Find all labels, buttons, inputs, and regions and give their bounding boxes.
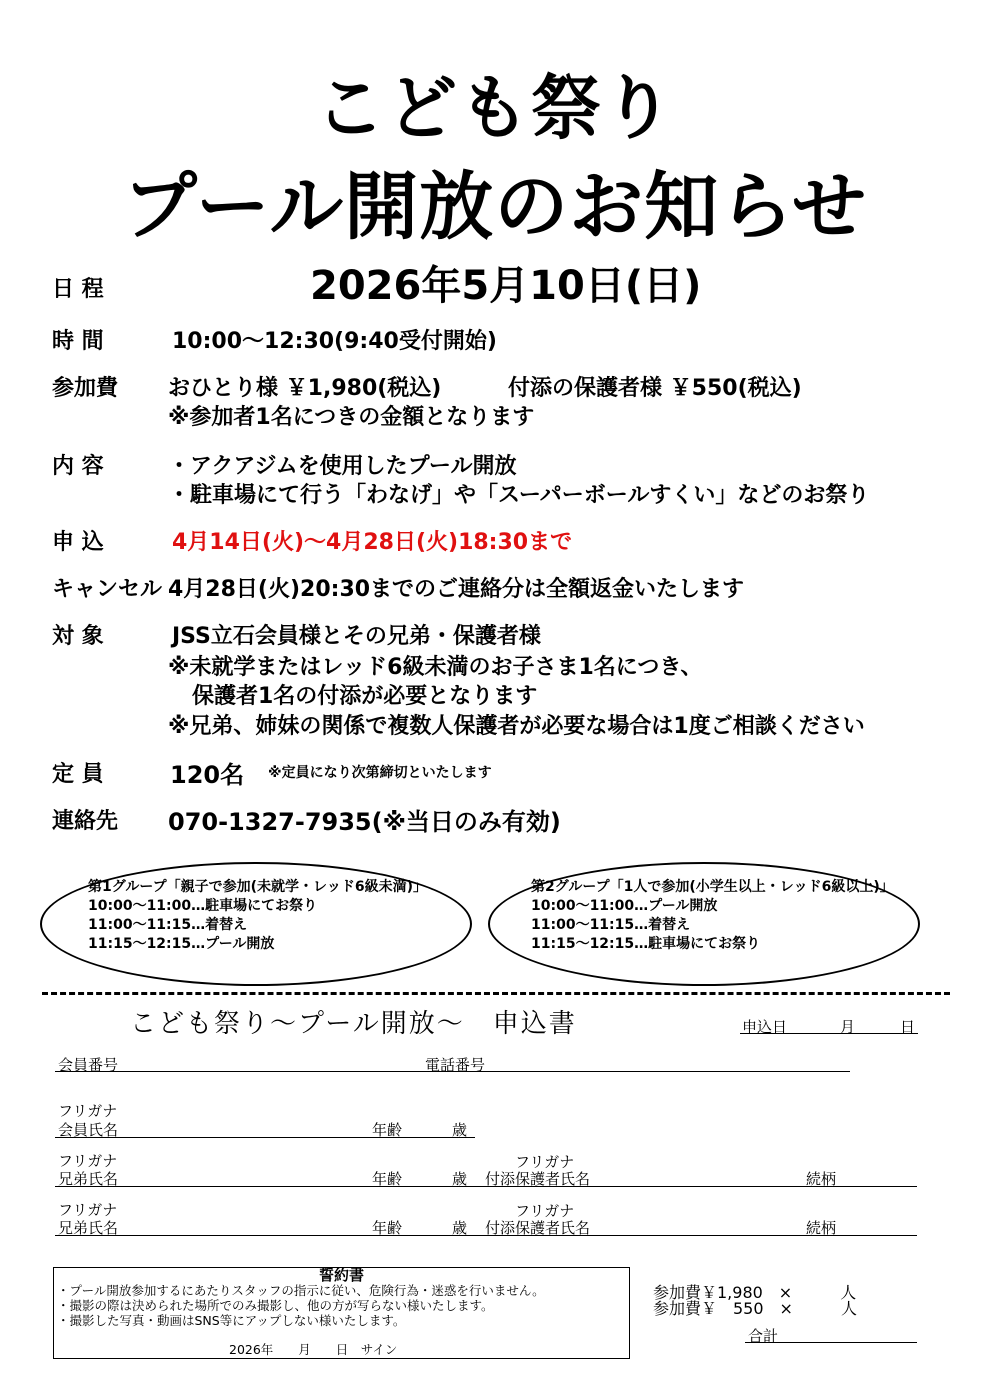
apply-value: 4月14日(火)～4月28日(火)18:30まで — [172, 530, 573, 555]
group1-text — [88, 878, 427, 954]
furigana-label: フリガナ — [515, 1153, 575, 1171]
sibling-name-label: 兄弟氏名 — [58, 1219, 119, 1237]
sibling-name-label: 兄弟氏名 — [58, 1170, 119, 1188]
pledge-lines — [57, 1283, 545, 1328]
target-line3: 保護者1名の付添が必要となります — [192, 684, 538, 709]
years-label: 歳 — [452, 1219, 468, 1237]
age-label: 年齢 — [372, 1170, 403, 1188]
pledge-line: ・撮影の際は決められた場所でのみ撮影し、他の方が写らない様いたします。 — [57, 1298, 494, 1313]
furigana-label: フリガナ — [58, 1102, 118, 1120]
group2-text — [531, 878, 894, 954]
furigana-label: フリガナ — [515, 1202, 575, 1220]
content-label: 内 容 — [52, 454, 104, 479]
fee-value1: おひとり様 ￥1,980(税込) — [168, 376, 442, 401]
group2-line: 11:00～11:15…着替え — [531, 917, 691, 933]
sibling1-line[interactable] — [55, 1186, 917, 1187]
cut-line — [42, 992, 950, 995]
total-line[interactable] — [745, 1342, 917, 1343]
form-month: 月 — [840, 1018, 856, 1036]
fee-note: ※参加者1名につきの金額となります — [168, 405, 535, 430]
target-line2: ※未就学またはレッド6級未満のお子さま1名につき、 — [168, 655, 703, 680]
guardian-name-label: 付添保護者氏名 — [485, 1219, 591, 1237]
group1-title: 第1グループ「親子で参加(未就学・レッド6級未満)」 — [88, 879, 428, 895]
pledge-line: ・プール開放参加するにあたりスタッフの指示に従い、危険行為・迷惑を行いません。 — [57, 1283, 545, 1298]
pledge-box — [53, 1267, 630, 1359]
fee-line1: 参加費￥1,980 × 人 — [653, 1283, 857, 1302]
group1-line: 11:00～11:15…着替え — [88, 917, 248, 933]
cancel-label: キャンセル — [52, 577, 163, 602]
years-label: 歳 — [452, 1121, 468, 1139]
target-label: 対 象 — [52, 624, 104, 649]
time-value: 10:00～12:30(9:40受付開始) — [172, 329, 497, 354]
form-date-label: 申込日 — [742, 1018, 788, 1036]
group2-line: 10:00～11:00…プール開放 — [531, 898, 718, 914]
form-title: こども祭り～プール開放～ 申込書 — [130, 1009, 577, 1039]
title-line2: プール開放のお知らせ — [122, 164, 868, 250]
date-value: 2026年5月10日(日) — [310, 263, 702, 309]
group2-line: 11:15～12:15…駐車場にてお祭り — [531, 936, 761, 952]
pledge-sign: 2026年 月 日 サイン — [229, 1342, 398, 1357]
date-label: 日 程 — [52, 277, 104, 302]
relation-label: 続柄 — [806, 1170, 837, 1188]
fee-label: 参加費 — [52, 376, 119, 401]
form-day: 日 — [900, 1018, 916, 1036]
time-label: 時 間 — [52, 329, 104, 354]
age-label: 年齢 — [372, 1121, 403, 1139]
capacity-label: 定 員 — [52, 762, 104, 787]
contact-value: 070-1327-7935(※当日のみ有効) — [168, 808, 561, 836]
apply-label: 申 込 — [52, 530, 104, 555]
phone-label: 電話番号 — [425, 1056, 486, 1074]
contact-label: 連絡先 — [52, 809, 119, 834]
total-label: 合計 — [748, 1327, 779, 1345]
content-line1: ・アクアジムを使用したプール開放 — [168, 454, 517, 479]
furigana-label: フリガナ — [58, 1152, 118, 1170]
target-line4: ※兄弟、姉妹の関係で複数人保護者が必要な場合は1度ご相談ください — [168, 714, 865, 739]
capacity-value: 120名 — [170, 761, 245, 789]
target-line1: JSS立石会員様とその兄弟・保護者様 — [172, 624, 541, 649]
group1-line: 11:15～12:15…プール開放 — [88, 936, 275, 952]
group1-line: 10:00～11:00…駐車場にてお祭り — [88, 898, 318, 914]
cancel-value: 4月28日(火)20:30までのご連絡分は全額返金いたします — [168, 577, 745, 602]
guardian-name-label: 付添保護者氏名 — [485, 1170, 591, 1188]
furigana-label: フリガナ — [58, 1201, 118, 1219]
fee-value2: 付添の保護者様 ￥550(税込) — [508, 376, 802, 401]
pledge-title: 誓約書 — [318, 1266, 364, 1284]
group2-title: 第2グループ「1人で参加(小学生以上・レッド6級以上)」 — [531, 879, 894, 895]
title-line1: こども祭り — [315, 67, 675, 149]
years-label: 歳 — [452, 1170, 468, 1188]
sibling2-line[interactable] — [55, 1235, 917, 1236]
pledge-line: ・撮影した写真・動画はSNS等にアップしない様いたします。 — [57, 1313, 406, 1328]
fee-line2: 参加費￥ 550 × 人 — [653, 1299, 857, 1318]
member-name-label: 会員氏名 — [58, 1121, 119, 1139]
capacity-note: ※定員になり次第締切といたします — [268, 765, 492, 781]
member-no-label: 会員番号 — [58, 1056, 119, 1074]
relation-label: 続柄 — [806, 1219, 837, 1237]
age-label: 年齢 — [372, 1219, 403, 1237]
content-line2: ・駐車場にて行う「わなげ」や「スーパーボールすくい」などのお祭り — [168, 483, 870, 508]
member-name-line[interactable] — [55, 1137, 475, 1138]
member-phone-line[interactable] — [55, 1071, 850, 1072]
